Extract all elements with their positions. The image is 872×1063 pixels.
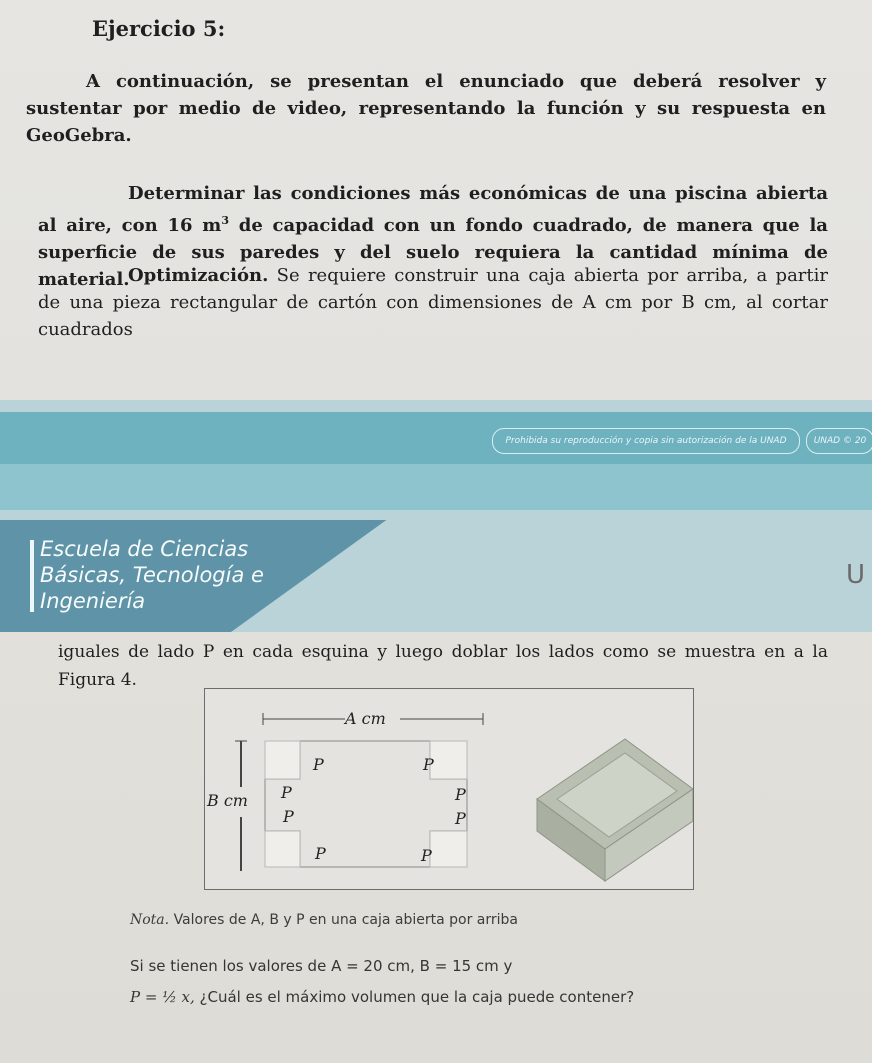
p-label: P xyxy=(281,783,292,802)
problem-paragraph: Determinar las condiciones más económicas de una piscina abierta al aire, con 16 $m^3$ de capacidad con un fondo cuadrado, de manera que la superficie de sus paredes y del suelo requiera la cantidad mínima de material. xyxy=(38,183,828,290)
copyright-year: UNAD © 20 xyxy=(806,428,872,454)
figure-note: Nota. Valores de A, B y P en una caja abierta por arriba xyxy=(130,912,519,928)
p-label: P xyxy=(455,785,466,804)
open-box-illustration xyxy=(537,739,693,881)
exercise-heading: Ejercicio 5: xyxy=(92,16,226,41)
p-label: P xyxy=(423,755,434,774)
question-ask: P = ½ x, ¿Cuál es el máximo volumen que la caja puede contener? xyxy=(130,988,635,1006)
optimization-label: Optimización. xyxy=(128,265,269,286)
p-label: P xyxy=(283,807,294,826)
continued-paragraph: iguales de lado P en cada esquina y luego doblar los lados como se muestra en a la Figura 4. xyxy=(58,642,828,690)
optimization-paragraph: Optimización. Se requiere construir una caja abierta por arriba, a partir de una pieza rectangular de cartón con dimensiones de A cm por B cm, al cortar cuadrados xyxy=(38,265,828,340)
intro-paragraph: A continuación, se presentan el enunciado que deberá resolver y sustentar por medio de video, representando la función y su respuesta en GeoGebra. xyxy=(26,71,826,146)
copyright-notice: Prohibida su reproducción y copia sin autorización de la UNAD xyxy=(492,428,800,454)
unad-logo-icon: U xyxy=(846,560,866,590)
question-given: Si se tienen los valores de A = 20 cm, B = 15 cm y xyxy=(130,957,513,975)
p-label: P xyxy=(421,846,432,865)
b-cm-label: B cm xyxy=(207,791,248,810)
figure-diagram xyxy=(205,689,693,889)
p-label: P xyxy=(315,844,326,863)
p-label: P xyxy=(455,809,466,828)
p-label: P xyxy=(313,755,324,774)
a-cm-label: A cm xyxy=(345,709,386,728)
figure-4 xyxy=(204,688,694,890)
school-name: Escuela de Ciencias Básicas, Tecnología e Ingeniería xyxy=(40,537,264,613)
